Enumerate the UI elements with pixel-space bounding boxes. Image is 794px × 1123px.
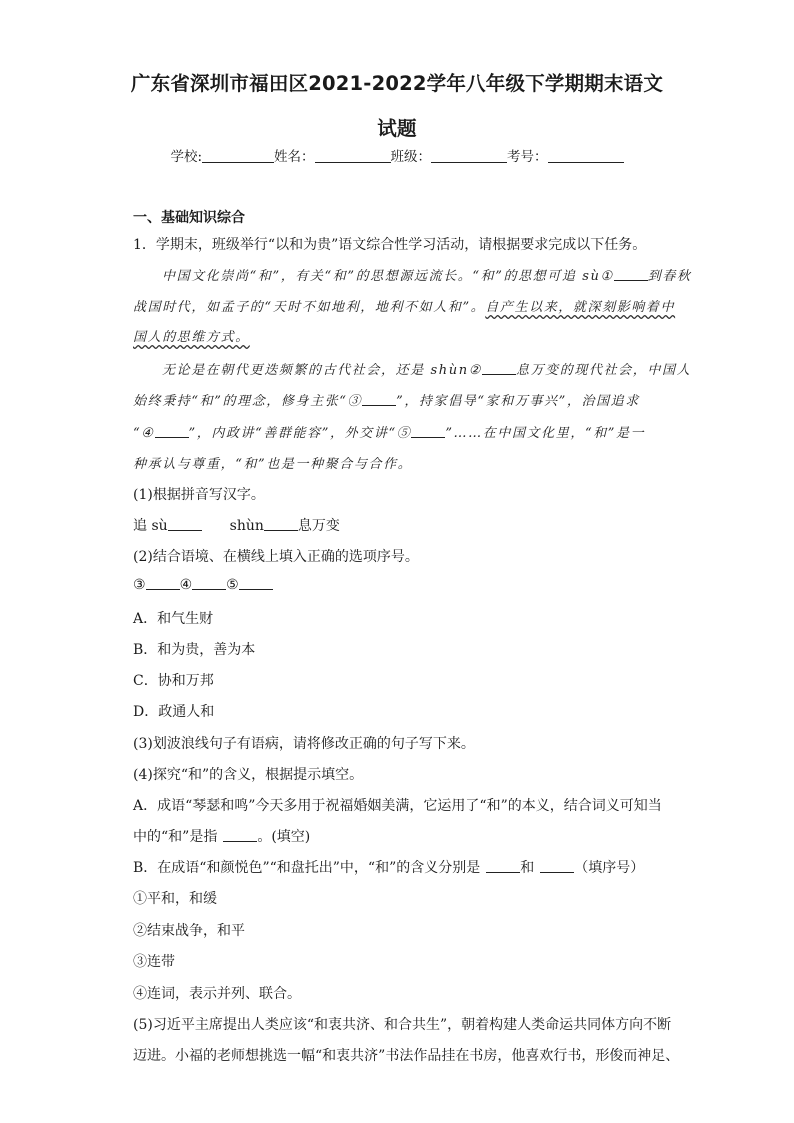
mark-5: ⑤ <box>226 577 239 593</box>
option-c[interactable]: C．协和万邦 <box>133 673 214 689</box>
answer-blank-5[interactable] <box>411 425 445 438</box>
number-label: 考号： <box>507 149 548 165</box>
passage-text: “④ <box>133 426 155 441</box>
passage-text: 无论是在朝代更迭频繁的古代社会，还是 shùn② <box>162 363 482 378</box>
sub-question-4-a-line2 <box>133 826 310 846</box>
passage-text: 中国文化崇尚“和”，有关“和”的思想源远流长。“和”的思想可追 sù① <box>162 269 614 284</box>
mark-3: ③ <box>133 577 146 593</box>
doc-title-line2: 试题 <box>377 117 417 140</box>
answer-blank-4b-1[interactable] <box>486 860 520 873</box>
option-a[interactable]: A．和气生财 <box>133 611 214 627</box>
wavy-underlined-sentence: 国人的思维方式。 <box>133 330 250 345</box>
sub-question-4: (4)探究“和”的含义，根据提示填空。 <box>133 767 364 783</box>
answer-blank-4[interactable] <box>155 425 189 438</box>
answer-blank-mark-3[interactable] <box>146 577 180 590</box>
answer-blank-2[interactable] <box>482 362 516 375</box>
passage-text: ”……在中国文化里，“和”是一 <box>445 426 646 441</box>
answer-blank-mark-5[interactable] <box>239 577 273 590</box>
meaning-4: ④连词，表示并列、联合。 <box>133 986 301 1002</box>
sub-question-1-answer-line <box>133 515 340 535</box>
passage-line-1 <box>162 265 692 284</box>
wavy-underlined-sentence: 自产生以来，就深刻影响着中 <box>485 300 676 315</box>
passage-text: 。(填空) <box>257 829 311 845</box>
passage-text: 中的“和”是指 <box>133 829 218 845</box>
passage-text: 和 <box>520 860 535 876</box>
meaning-3: ③连带 <box>133 954 175 970</box>
passage-line-4 <box>162 359 691 378</box>
sub-question-5-line2: 迈进。小福的老师想挑选一幅“和衷共济”书法作品挂在书房，他喜欢行书，形俊而神足、 <box>133 1048 680 1064</box>
meaning-2: ②结束战争，和平 <box>133 923 245 939</box>
answer-blank-mark-4[interactable] <box>192 577 226 590</box>
option-d[interactable]: D．政通人和 <box>133 704 215 720</box>
name-blank[interactable] <box>315 149 391 163</box>
idiom-tail: 息万变 <box>297 518 340 534</box>
passage-line-5 <box>133 390 640 409</box>
passage-text: 战国时代，如孟子的“天时不如地利，地利不如人和”。 <box>133 300 486 315</box>
answer-blank-3[interactable] <box>362 393 396 406</box>
student-info-line <box>0 145 794 165</box>
sub-question-2-blanks <box>133 577 273 593</box>
sub-question-4-a-line1: A．成语“琴瑟和鸣”今天多用于祝福婚姻美满，它运用了“和”的本义，结合词义可知当 <box>133 798 662 814</box>
meaning-1: ①平和，和缓 <box>133 891 217 907</box>
school-label: 学校: <box>170 149 203 165</box>
answer-blank-shun[interactable] <box>264 518 298 531</box>
school-blank[interactable] <box>202 149 274 163</box>
number-blank[interactable] <box>548 149 624 163</box>
passage-line-3 <box>133 326 250 345</box>
pinyin-shun: shùn <box>229 518 264 534</box>
answer-blank-1[interactable] <box>614 268 648 281</box>
pinyin-su: 追 sù <box>133 518 168 534</box>
sub-question-1: (1)根据拼音写汉字。 <box>133 487 265 503</box>
sub-question-3: (3)划波浪线句子有语病，请将修改正确的句子写下来。 <box>133 736 475 752</box>
passage-text: （填序号） <box>574 860 645 876</box>
name-label: 姓名： <box>274 149 315 165</box>
option-b[interactable]: B．和为贵，善为本 <box>133 642 256 658</box>
passage-text: 始终秉持“和”的理念，修身主张“③ <box>133 394 363 409</box>
passage-text: B．在成语“和颜悦色”“和盘托出”中，“和”的含义分别是 <box>133 860 481 876</box>
mark-4: ④ <box>179 577 193 593</box>
answer-blank-4b-2[interactable] <box>540 860 574 873</box>
passage-text: ”，内政讲“善群能容”，外交讲“⑤ <box>188 426 412 441</box>
sub-question-5-line1: (5)习近平主席提出人类应该“和衷共济、和合共生”，朝着构建人类命运共同体方向不断 <box>133 1017 672 1033</box>
answer-blank-su[interactable] <box>168 518 202 531</box>
passage-line-2 <box>133 296 675 315</box>
answer-blank-4a[interactable] <box>223 829 257 842</box>
passage-text: 到春秋 <box>647 269 692 284</box>
sub-question-4-b <box>133 857 644 877</box>
sub-question-2: (2)结合语境、在横线上填入正确的选项序号。 <box>133 549 419 565</box>
passage-text: 息万变的现代社会，中国人 <box>515 363 692 378</box>
class-label: 班级： <box>390 149 432 165</box>
passage-line-6 <box>133 422 645 441</box>
passage-line-7: 种承认与尊重，“和”也是一种聚合与合作。 <box>133 457 413 472</box>
passage-text: ”，持家倡导“家和万事兴”，治国追求 <box>396 394 640 409</box>
section-heading: 一、基础知识综合 <box>133 210 245 226</box>
class-blank[interactable] <box>431 149 507 163</box>
doc-title-line1: 广东省深圳市福田区2021-2022学年八年级下学期期末语文 <box>130 72 664 95</box>
question-1-stem: 1．学期末，班级举行“以和为贵”语文综合性学习活动，请根据要求完成以下任务。 <box>133 237 647 253</box>
